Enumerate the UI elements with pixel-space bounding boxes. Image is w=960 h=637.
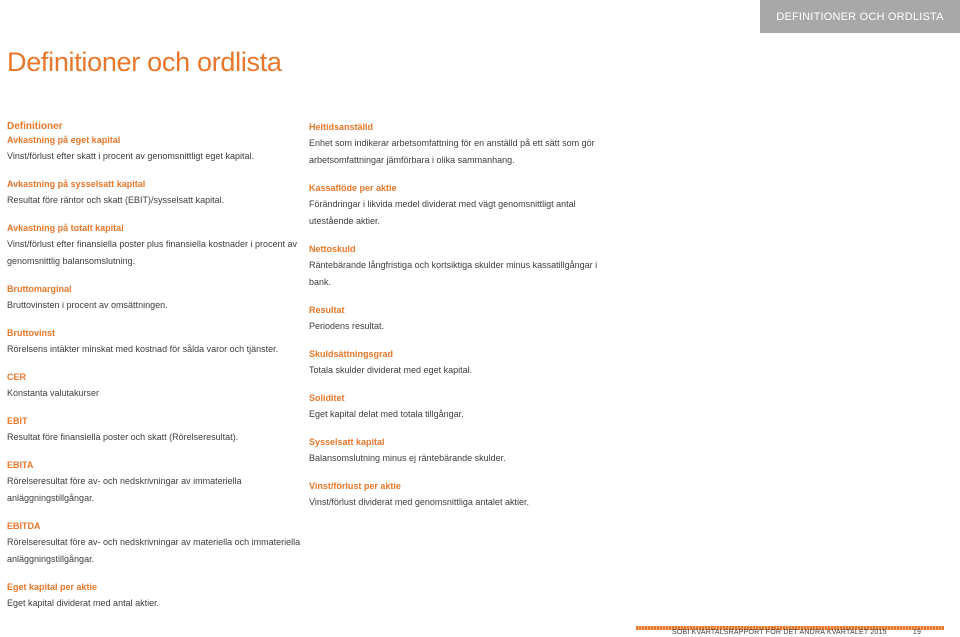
page-title: Definitioner och ordlista	[7, 47, 282, 77]
page-number: 19	[912, 629, 922, 636]
definition-entry	[7, 414, 307, 446]
definition-text: Totala skulder dividerat med eget kapital.	[309, 365, 473, 375]
definition-term: Skuldsättningsgrad	[309, 349, 394, 359]
definition-entry	[7, 458, 307, 507]
definition-entry	[7, 177, 307, 209]
definition-term: Kassaflöde per aktie	[309, 183, 397, 193]
definition-text: Rörelseresultat före av- och nedskrivningar av materiella och immateriella anläggningstillgångar.	[7, 537, 301, 564]
definition-entry	[7, 519, 307, 568]
definition-term: Nettoskuld	[309, 244, 356, 254]
section-header-tab	[760, 0, 960, 33]
definition-entry	[309, 120, 609, 169]
definition-entry	[7, 282, 307, 314]
definition-entry	[309, 479, 609, 511]
definition-term: Bruttomarginal	[7, 284, 72, 294]
definition-term: Bruttovinst	[7, 328, 55, 338]
definition-text: Periodens resultat.	[309, 321, 385, 331]
page-footer	[672, 629, 921, 636]
definition-text: Bruttovinsten i procent av omsättningen.	[7, 300, 168, 310]
definition-entry	[309, 347, 609, 379]
definition-text: Resultat före räntor och skatt (EBIT)/sysselsatt kapital.	[7, 195, 225, 205]
definition-term: Heltidsanställd	[309, 122, 374, 132]
definition-entry	[7, 580, 307, 612]
definition-entry	[7, 326, 307, 358]
definitions-heading: Definitioner	[7, 121, 63, 132]
definition-term: Avkastning på eget kapital	[7, 135, 121, 145]
definition-entry	[7, 133, 307, 165]
definition-term: CER	[7, 372, 27, 382]
definitions-right-column	[309, 120, 609, 523]
definition-text: Rörelseresultat före av- och nedskrivningar av immateriella anläggningstillgångar.	[7, 476, 242, 503]
definition-text: Resultat före finansiella poster och skatt (Rörelseresultat).	[7, 432, 239, 442]
definition-text: Vinst/förlust efter skatt i procent av genomsnittligt eget kapital.	[7, 151, 254, 161]
definition-text: Rörelsens intäkter minskat med kostnad för sålda varor och tjänster.	[7, 344, 279, 354]
definition-term: Eget kapital per aktie	[7, 582, 98, 592]
definition-text: Eget kapital dividerat med antal aktier.	[7, 598, 160, 608]
definition-entry	[309, 435, 609, 467]
definition-entry	[309, 303, 609, 335]
definition-text: Balansomslutning minus ej räntebärande skulder.	[309, 453, 506, 463]
definition-text: Enhet som indikerar arbetsomfattning för en anställd på ett sätt som gör arbetsomfattningar jämförbara i olika sammanhang.	[309, 138, 595, 165]
definition-term: Avkastning på sysselsatt kapital	[7, 179, 146, 189]
definition-text: Förändringar i likvida medel dividerat med vägt genomsnittligt antal utestående aktier.	[309, 199, 576, 226]
definition-term: EBITA	[7, 460, 34, 470]
definition-text: Räntebärande långfristiga och kortsiktiga skulder minus kassatillgångar i bank.	[309, 260, 598, 287]
footer-report-label: SOBI KVARTALSRAPPORT FÖR DET ANDRA KVARTALET 2015	[672, 629, 887, 636]
definitions-left-column	[7, 120, 307, 624]
definition-term: Avkastning på totalt kapital	[7, 223, 124, 233]
definition-text: Eget kapital delat med totala tillgångar.	[309, 409, 464, 419]
definition-term: Resultat	[309, 305, 345, 315]
definition-term: Soliditet	[309, 393, 345, 403]
definition-text: Konstanta valutakurser	[7, 388, 100, 398]
definition-term: Sysselsatt kapital	[309, 437, 385, 447]
definition-entry	[309, 181, 609, 230]
definition-entry	[7, 370, 307, 402]
section-header-label: DEFINITIONER OCH ORDLISTA	[776, 10, 944, 23]
definition-term: EBITDA	[7, 521, 41, 531]
definition-term: EBIT	[7, 416, 28, 426]
definition-text: Vinst/förlust dividerat med genomsnittliga antalet aktier.	[309, 497, 529, 507]
definition-text: Vinst/förlust efter finansiella poster plus finansiella kostnader i procent av genomsnittlig balansomslutning.	[7, 239, 297, 266]
definition-entry	[7, 221, 307, 270]
definition-entry	[309, 391, 609, 423]
definition-term: Vinst/förlust per aktie	[309, 481, 401, 491]
definition-entry	[309, 242, 609, 291]
